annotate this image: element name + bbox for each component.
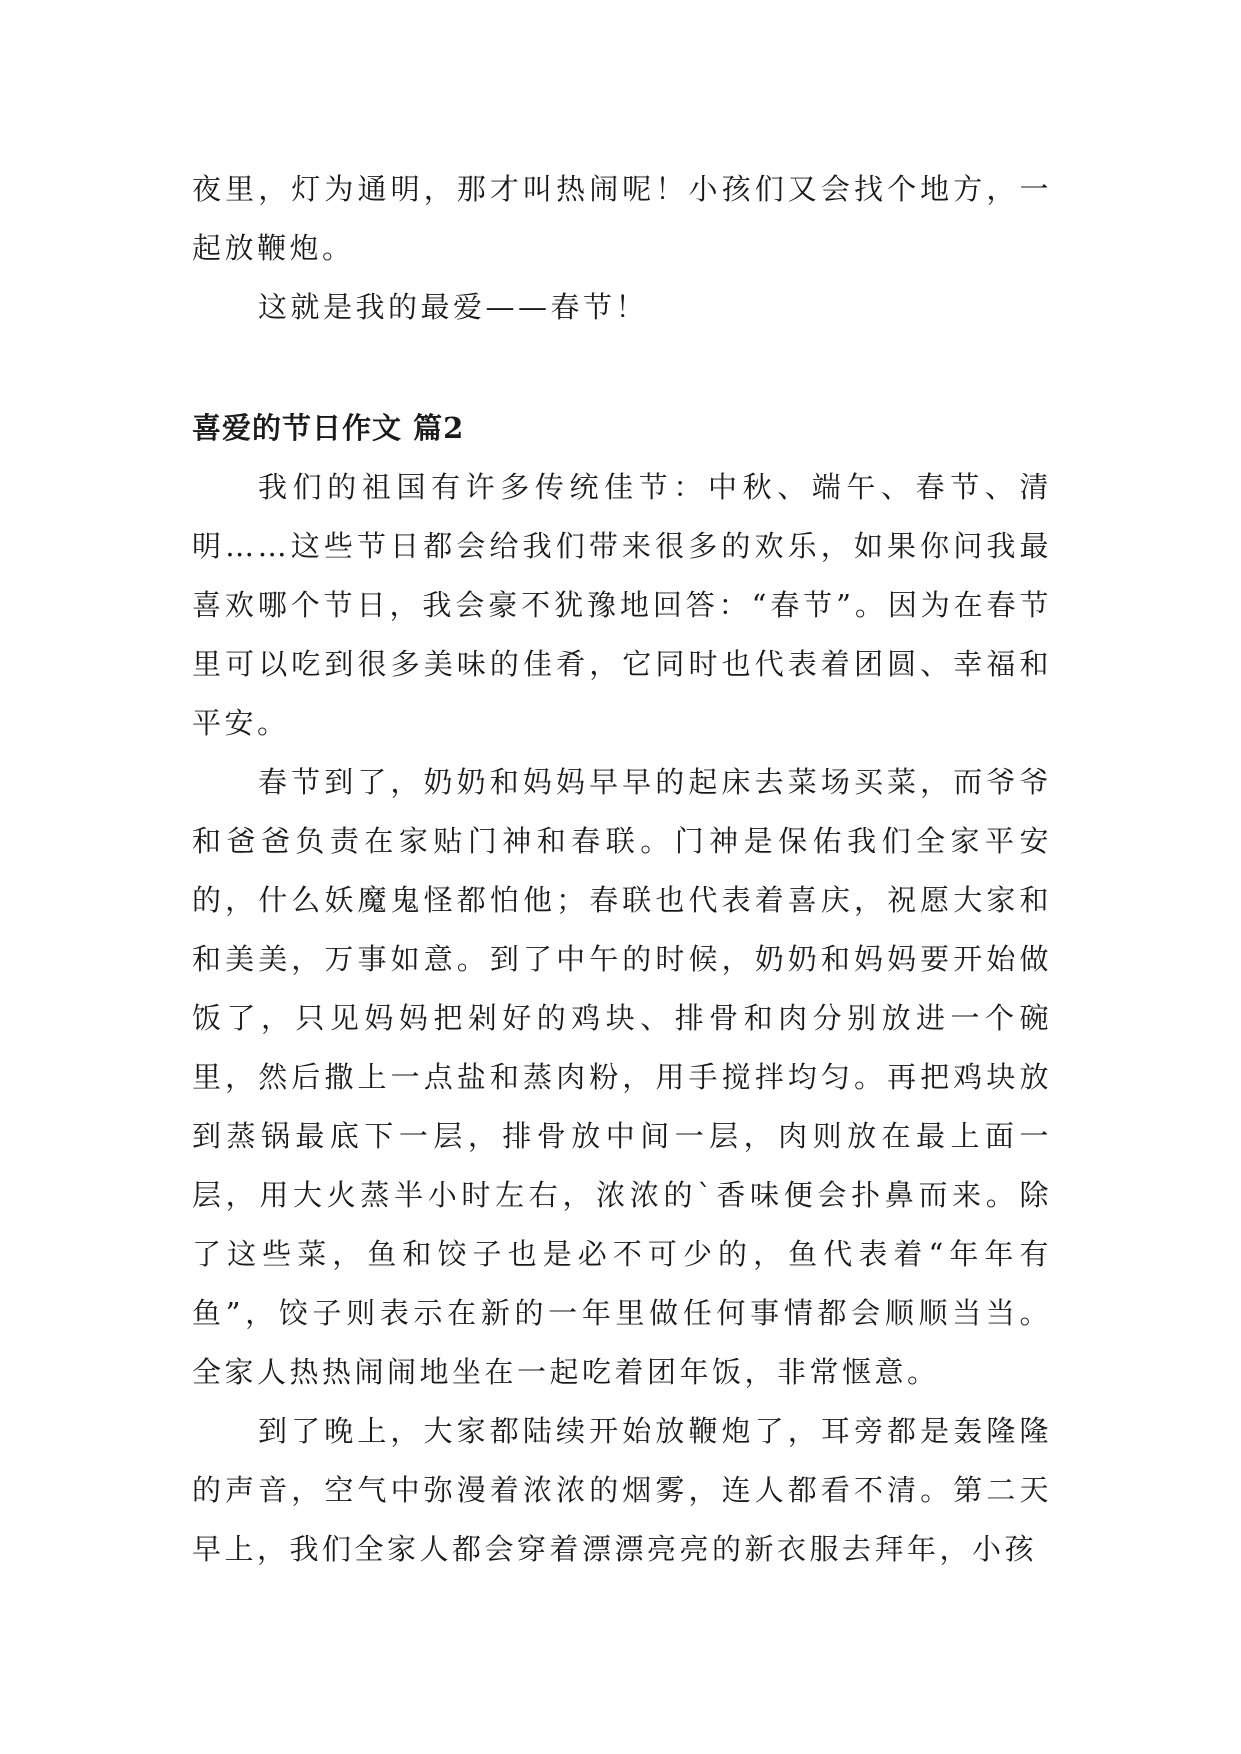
paragraph-continuation: 夜里，灯为通明，那才叫热闹呢！小孩们又会找个地方，一起放鞭炮。 xyxy=(192,172,1052,265)
document-body xyxy=(192,160,1052,1579)
paragraph-festival-preparations: 春节到了，奶奶和妈妈早早的起床去菜场买菜，而爷爷和爸爸负责在家贴门神和春联。门神是保佑我们全家平安的，什么妖魔鬼怪都怕他；春联也代表着喜庆，祝愿大家和和美美，万事如意。到了中午的时候，奶奶和妈妈要开始做饭了，只见妈妈把剁好的鸡块、排骨和肉分别放进一个碗里，然后撒上一点盐和蒸肉粉，用手搅拌均匀。再把鸡块放到蒸锅最底下一层，排骨放中间一层，肉则放在最上面一层，用大火蒸半小时左右，浓浓的`香味便会扑鼻而来。除了这些菜，鱼和饺子也是必不可少的，鱼代表着“年年有鱼”，饺子则表示在新的一年里做任何事情都会顺顺当当。全家人热热闹闹地坐在一起吃着团年饭，非常惬意。 xyxy=(192,765,1052,1389)
paragraph-evening: 到了晚上，大家都陆续开始放鞭炮了，耳旁都是轰隆隆的声音，空气中弥漫着浓浓的烟雾，连人都看不清。第二天早上，我们全家人都会穿着漂漂亮亮的新衣服去拜年，小孩 xyxy=(192,1414,1052,1566)
paragraph-intro: 我们的祖国有许多传统佳节：中秋、端午、春节、清明……这些节日都会给我们带来很多的欢乐，如果你问我最喜欢哪个节日，我会豪不犹豫地回答：“春节”。因为在春节里可以吃到很多美味的佳肴，它同时也代表着团圆、幸福和平安。 xyxy=(192,470,1052,740)
section-heading: 喜爱的节日作文 篇2 xyxy=(192,411,465,445)
paragraph-closing-line: 这就是我的最爱——春节！ xyxy=(258,290,649,324)
